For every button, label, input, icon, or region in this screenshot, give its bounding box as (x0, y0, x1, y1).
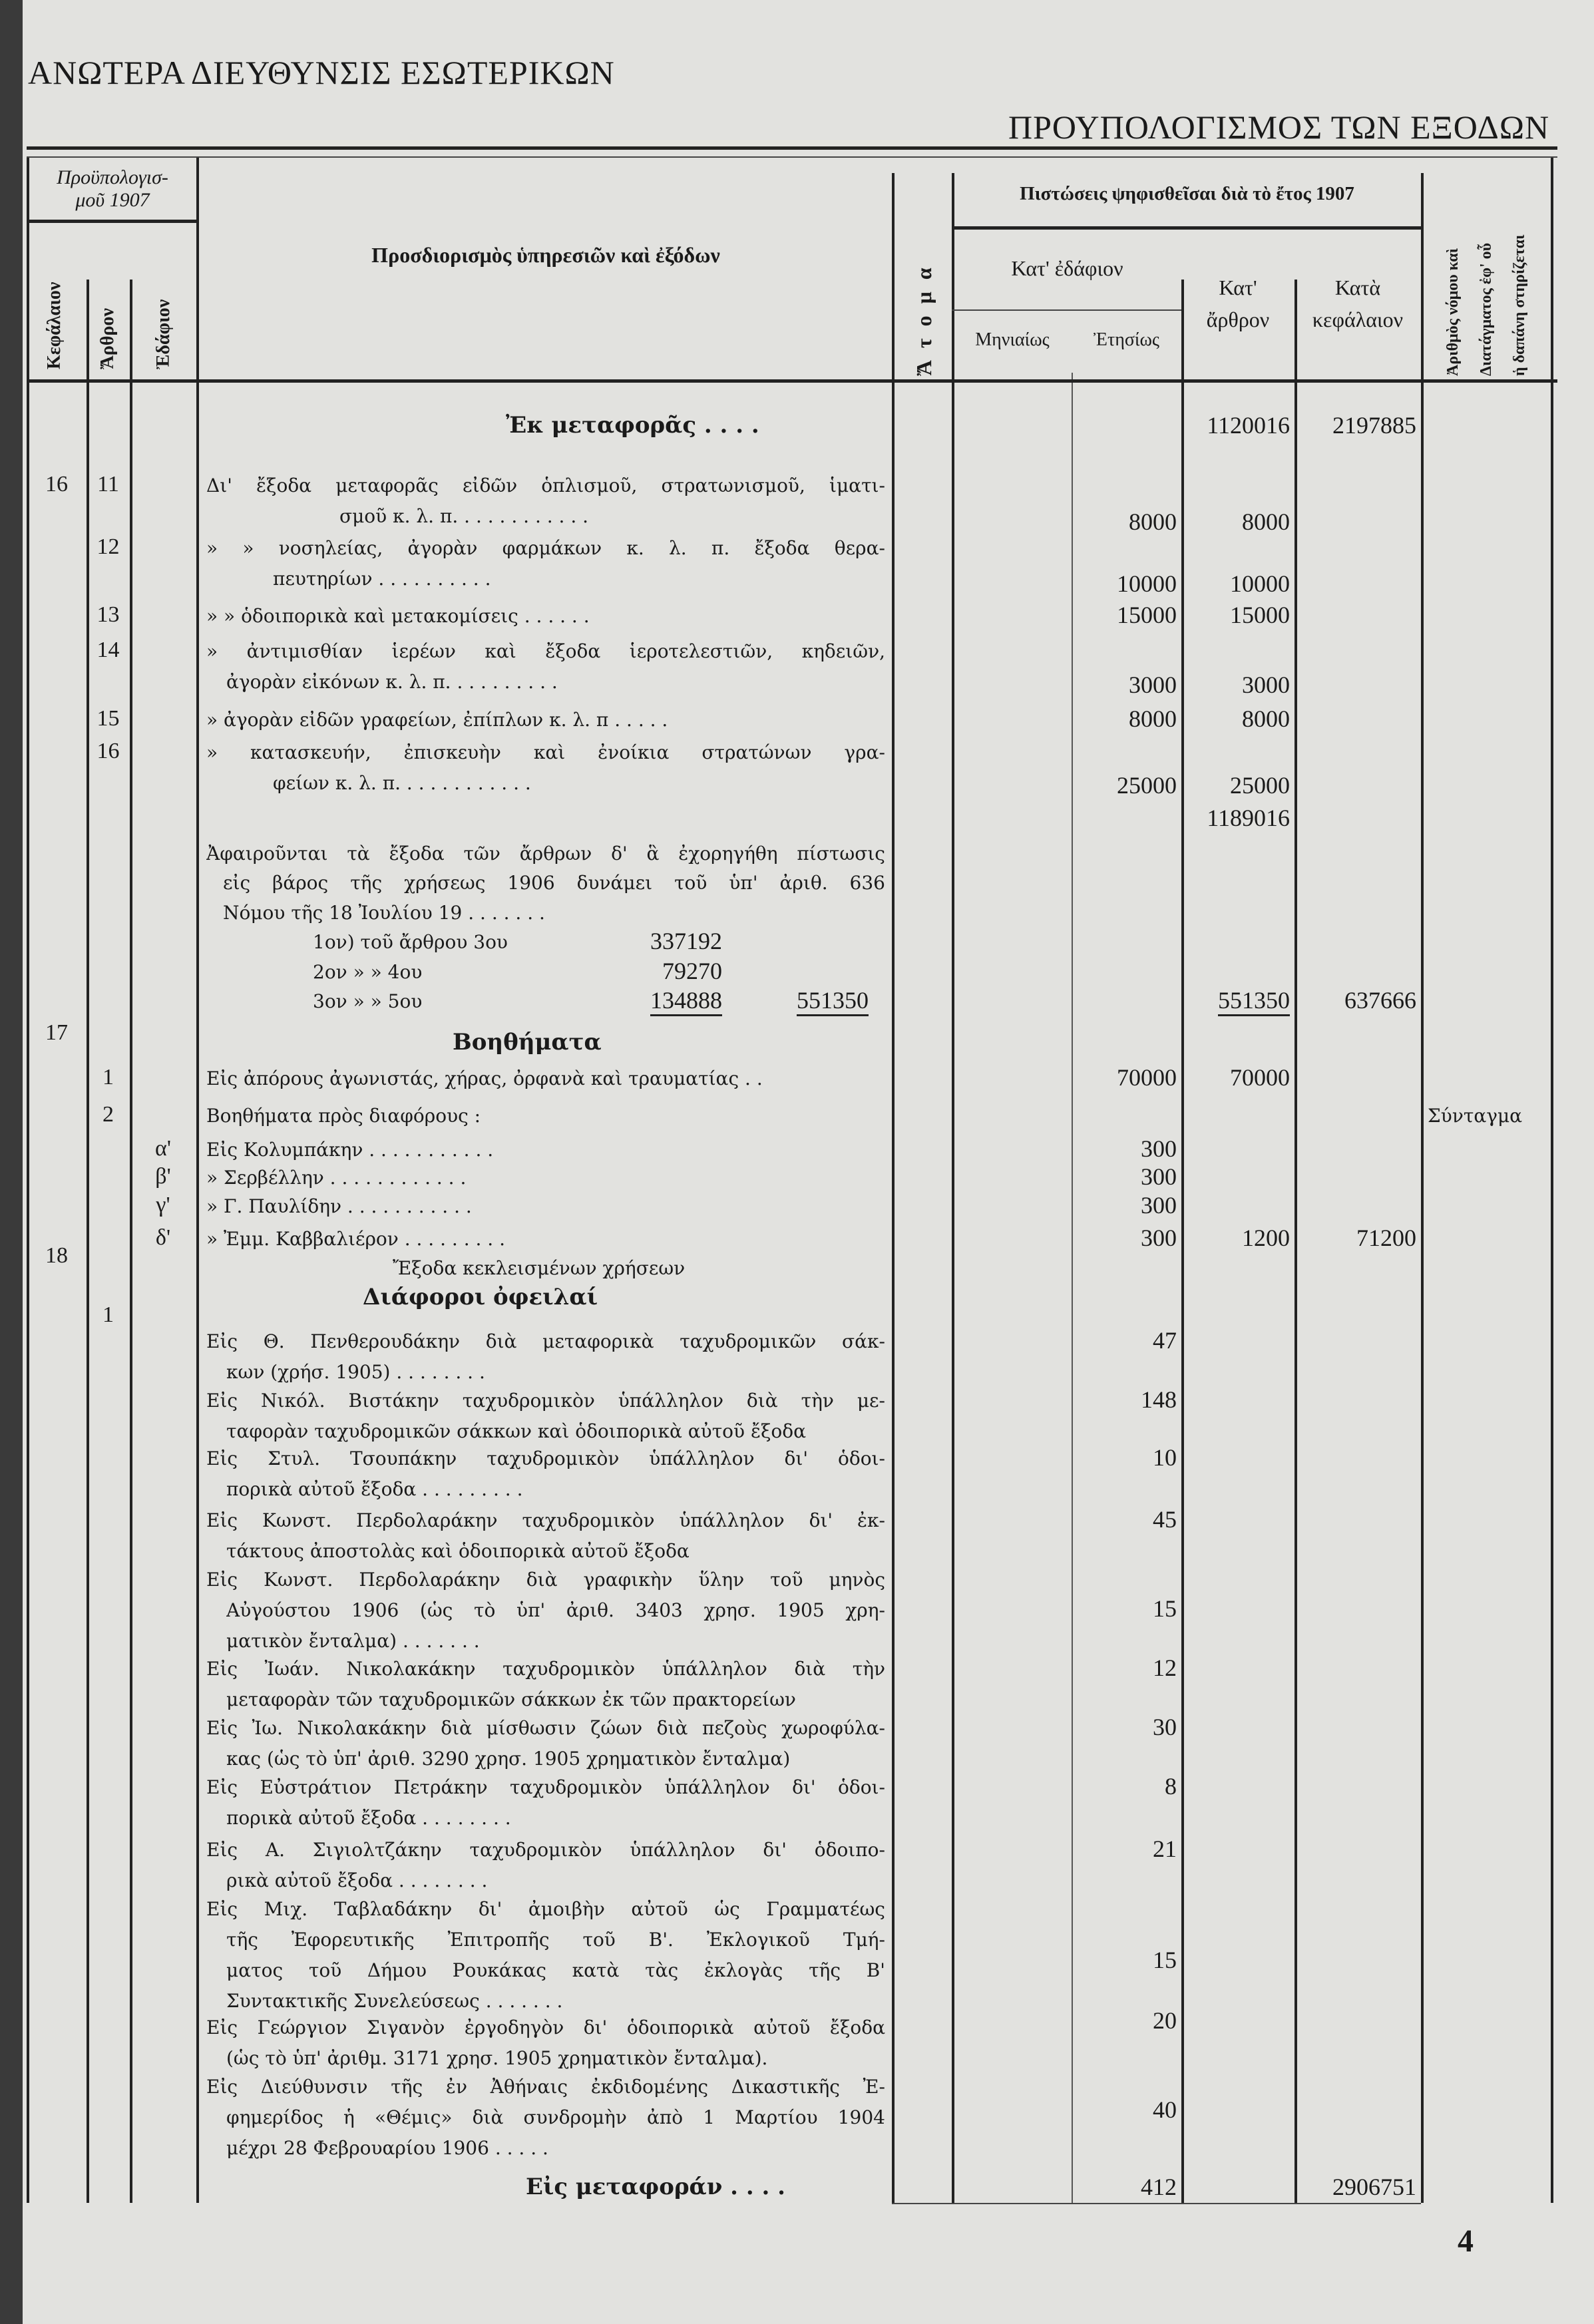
page-number: 4 (1458, 2224, 1474, 2259)
deduction-item-amount: 134888 (650, 986, 722, 1016)
deduction-item-label: 2ον » » 4ου (313, 960, 423, 983)
description-line: σμοῦ κ. λ. π. . . . . . . . . . . . (339, 504, 589, 527)
deduction-item-label: 3ον » » 5ου (313, 990, 423, 1013)
deduction-line: εἰς βάρος τῆς χρήσεως 1906 δυνάμει τοῦ ὑπ' ἀριθ. 636 (223, 872, 885, 894)
description-line: » ἀντιμισθίαν ἱερέων καὶ ἔξοδα ἱεροτελεστιῶν, κηδειῶν, (206, 640, 885, 663)
credits-header: Πιστώσεις ψηφισθεῖσαι διὰ τὸ ἔτος 1907 (1020, 183, 1354, 204)
chapter-number: 18 (45, 1243, 68, 1268)
description-line: Εἰς Στυλ. Τσουπάκην ταχυδρομικὸν ὑπάλληλον δι' ὁδοι- (206, 1447, 885, 1469)
carry-in-per-chapter: 2197885 (1332, 411, 1416, 439)
yearly-amount: 30 (1153, 1714, 1177, 1741)
per-article-amount: 10000 (1230, 570, 1290, 598)
description-line: Εἰς Ἰω. Νικολακάκην διὰ μίσθωσιν ζώων διὰ πεζοὺς χωροφύλα- (206, 1717, 885, 1740)
description-line: » Γ. Παυλίδην . . . . . . . . . . . (206, 1195, 472, 1217)
row-divider (27, 156, 1557, 158)
yearly-amount: 8 (1165, 1773, 1177, 1800)
yearly-amount: 300 (1141, 1191, 1177, 1219)
col-persons-header: Ἄτομα (912, 256, 936, 376)
description-line: » κατασκευήν, ἐπισκευὴν καὶ ἐνοίκια στρατώνων γρα- (206, 741, 885, 763)
article-number: 1 (102, 1065, 114, 1090)
carry-in-label: Ἐκ μεταφορᾶς . . . . (506, 412, 759, 439)
deduction-item-label: 1ον) τοῦ ἄρθρου 3ου (313, 931, 508, 954)
yearly-amount: 15000 (1117, 602, 1177, 629)
yearly-amount: 21 (1153, 1835, 1177, 1862)
deduction-per-chapter: 637666 (1344, 987, 1416, 1014)
col-paragraph-header: Ἐδάφιον (153, 299, 174, 369)
row-divider (27, 146, 1557, 150)
section-debts-title: Διάφοροι ὀφειλαί (363, 1284, 598, 1311)
description-line: ματος τοῦ Δήμου Ρουκάκας κατὰ τὰς ἐκλογὰς τῆς Β' (226, 1959, 885, 1981)
description-line: Αὐγούστου 1906 (ὡς τὸ ὑπ' ἀριθ. 3403 χρησ. 1905 χρη- (226, 1599, 885, 1622)
chapter-number: 16 (45, 471, 68, 496)
chapter-number: 17 (45, 1020, 68, 1046)
article-number: 12 (97, 534, 120, 559)
description-line: πορικὰ αὐτοῦ ἔξοδα . . . . . . . . (226, 1807, 511, 1830)
column-divider (196, 156, 199, 2203)
row-divider (27, 220, 196, 223)
description-line: Εἰς Μιχ. Ταβλαδάκην δι' ἀμοιβὴν αὐτοῦ ὡς Γραμματέως (206, 1897, 885, 1920)
paragraph-letter: α' (155, 1136, 171, 1161)
article-number: 11 (97, 471, 119, 496)
description-line: κας (ὡς τὸ ὑπ' ἀριθ. 3290 χρησ. 1905 χρηματικὸν ἔνταλμα) (226, 1748, 791, 1770)
deduction-per-article: 551350 (1218, 986, 1290, 1016)
description-line: μέχρι 28 Φεβρουαρίου 1906 . . . . . (226, 2137, 548, 2160)
row-divider (952, 309, 1181, 311)
department-title: ΑΝΩΤΕΡΑ ΔΙΕΥΘΥΝΣΙΣ ΕΣΩΤΕΡΙΚΩΝ (28, 54, 615, 91)
per-article-header (1181, 272, 1295, 335)
column-divider (1421, 173, 1424, 2203)
description-line: φείων κ. λ. π. . . . . . . . . . . . (273, 772, 531, 794)
budget-label-line2: μοῦ 1907 (75, 189, 150, 211)
law-header-line1: Ἀριθμὸς νόμου καὶ (1444, 248, 1462, 376)
deduction-line: Νόμου τῆς 18 Ἰουλίου 19 . . . . . . . (223, 901, 545, 924)
per-article-amount: 8000 (1242, 705, 1290, 732)
row-divider (952, 226, 1421, 230)
description-line: πευτηρίων . . . . . . . . . . (273, 567, 491, 590)
yearly-amount: 47 (1153, 1326, 1177, 1354)
description-line: κων (χρήσ. 1905) . . . . . . . . (226, 1360, 485, 1383)
budget-year-label (29, 166, 196, 212)
yearly-amount: 15 (1153, 1595, 1177, 1622)
yearly-amount: 300 (1141, 1135, 1177, 1163)
description-line: ταφορὰν ταχυδρομικῶν σάκκων καὶ ὁδοιπορικὰ αὐτοῦ ἔξοδα (226, 1420, 807, 1442)
column-divider (952, 173, 954, 2203)
article-number: 13 (97, 602, 120, 628)
paragraph-letter: β' (155, 1164, 171, 1189)
description-line: Δι' ἔξοδα μεταφορᾶς εἰδῶν ὁπλισμοῦ, στρατωνισμοῦ, ἱματι- (206, 474, 885, 496)
per-article-amount: 25000 (1230, 772, 1290, 799)
per-chapter-header (1295, 272, 1421, 335)
description-line: (ὡς τὸ ὑπ' ἀριθμ. 3171 χρησ. 1905 χρηματικὸν ἔνταλμα). (226, 2047, 768, 2070)
carry-in-per-article: 1120016 (1207, 411, 1290, 439)
per-article-amount: 8000 (1242, 508, 1290, 535)
yearly-amount: 70000 (1117, 1064, 1177, 1091)
law-header-line3: ἡ δαπάνη στηρίζεται (1511, 234, 1528, 376)
yearly-header: Ἐτησίως (1094, 329, 1159, 350)
column-divider (1295, 280, 1297, 2203)
section-closed-title: Ἔξοδα κεκλεισμένων χρήσεων (393, 1257, 686, 1280)
article-number: 15 (97, 705, 120, 731)
carry-out-label: Εἰς μεταφοράν . . . . (526, 2174, 786, 2201)
per-article-amount: 15000 (1230, 602, 1290, 629)
description-line: Εἰς ἀπόρους ἀγωνιστάς, χήρας, ὀρφανὰ καὶ τραυματίας . . (206, 1067, 763, 1090)
per-chapter-line2: κεφάλαιον (1312, 307, 1404, 331)
yearly-amount: 40 (1153, 2096, 1177, 2123)
row-divider (892, 2203, 1421, 2204)
description-line: Εἰς Διεύθυνσιν τῆς ἐν Ἀθήναις ἐκδιδομένης Δικαστικῆς Ἐ- (206, 2076, 885, 2098)
column-divider (27, 156, 29, 2203)
article-number: 16 (97, 739, 120, 763)
yearly-amount: 10 (1153, 1444, 1177, 1471)
article-number: 14 (97, 638, 120, 663)
paragraph-letter: δ' (155, 1225, 171, 1250)
yearly-amount: 3000 (1129, 671, 1177, 698)
column-divider (1551, 156, 1553, 2203)
per-article-amount: 3000 (1242, 671, 1290, 698)
monthly-header: Μηνιαίως (975, 329, 1050, 350)
description-line: Εἰς Θ. Πενθερουδάκην διὰ μεταφορικὰ ταχυδρομικῶν σάκ- (206, 1330, 885, 1352)
scan-edge (0, 0, 23, 2324)
yearly-amount: 12 (1153, 1654, 1177, 1681)
law-header-line2: Διατάγματος ἐφ' οὗ (1478, 242, 1495, 376)
description-line: μεταφορὰν τῶν ταχυδρομικῶν σάκκων ἐκ τῶν πρακτορείων (226, 1688, 796, 1710)
yearly-amount: 15 (1153, 1946, 1177, 1973)
yearly-amount: 8000 (1129, 508, 1177, 535)
yearly-amount: 20 (1153, 2007, 1177, 2034)
description-line: Εἰς Εὐστράτιον Πετράκην ταχυδρομικὸν ὑπάλληλον δι' ὁδοι- (206, 1776, 885, 1799)
article-number: 2 (102, 1101, 114, 1127)
section-aid-title: Βοηθήματα (453, 1029, 602, 1056)
description-line: Εἰς Νικόλ. Βιστάκην ταχυδρομικὸν ὑπάλληλον διὰ τὴν με- (206, 1389, 885, 1412)
description-line: Εἰς Κωνστ. Περδολαράκην διὰ γραφικὴν ὕλην τοῦ μηνὸς (206, 1569, 885, 1591)
budget-label-line1: Προϋπολογισ- (57, 166, 168, 188)
row-divider (27, 379, 1557, 383)
description-line: Εἰς Ἰωάν. Νικολακάκην ταχυδρομικὸν ὑπάλληλον διὰ τὴν (206, 1657, 885, 1680)
article-number: 1 (102, 1302, 114, 1327)
budget-title: ΠΡΟΥΠΟΛΟΓΙΣΜΟΣ ΤΩΝ ΕΞΟΔΩΝ (1008, 108, 1550, 146)
description-line: » » ὁδοιπορικὰ καὶ μετακομίσεις . . . . . . (206, 605, 590, 628)
description-line: » ἀγορὰν εἰδῶν γραφείων, ἐπίπλων κ. λ. π . . . . . (206, 708, 668, 731)
col-description-header: Προσδιορισμὸς ὑπηρεσιῶν καὶ ἐξόδων (371, 243, 720, 267)
description-line: » Ἐμμ. Καββαλιέρον . . . . . . . . . (206, 1227, 505, 1250)
per-article-line2: ἄρθρον (1206, 307, 1270, 331)
per-chapter-line1: Κατὰ (1334, 276, 1381, 299)
col-article-header: Ἄρθρον (97, 308, 118, 369)
description-line: τάκτους ἀποστολὰς καὶ ὁδοιπορικὰ αὐτοῦ ἔξοδα (226, 1540, 690, 1563)
yearly-amount: 45 (1153, 1506, 1177, 1533)
per-paragraph-header: Κατ' ἐδάφιον (1011, 256, 1123, 280)
yearly-amount: 8000 (1129, 705, 1177, 732)
yearly-amount: 300 (1141, 1224, 1177, 1251)
deduction-sum: 551350 (797, 986, 869, 1016)
description-line: ἀγορὰν εἰκόνων κ. λ. π. . . . . . . . . . (226, 671, 558, 693)
per-article-amount: 1200 (1242, 1224, 1290, 1251)
description-line: τῆς Ἐφορευτικῆς Ἐπιτροπῆς τοῦ Β'. Ἐκλογικοῦ Τμή- (226, 1928, 885, 1951)
law-reference: Σύνταγμα (1428, 1104, 1523, 1127)
carry-out-per-chapter: 2906751 (1332, 2173, 1416, 2200)
col-chapter-header: Κεφάλαιον (44, 282, 65, 369)
column-divider (87, 280, 89, 2203)
deduction-item-amount: 79270 (662, 957, 722, 984)
per-article-line1: Κατ' (1219, 276, 1257, 299)
per-article-amount: 70000 (1230, 1064, 1290, 1091)
yearly-amount: 25000 (1117, 772, 1177, 799)
paragraph-letter: γ' (156, 1192, 170, 1217)
per-chapter-amount: 71200 (1356, 1224, 1416, 1251)
deduction-item-amount: 337192 (650, 928, 722, 955)
description-line: Εἰς Α. Σιγιολτζάκην ταχυδρομικὸν ὑπάλληλον δι' ὁδοιπο- (206, 1838, 885, 1861)
yearly-amount: 10000 (1117, 570, 1177, 598)
description-line: Εἰς Κωνστ. Περδολαράκην ταχυδρομικὸν ὑπάλληλον δι' ἐκ- (206, 1509, 885, 1532)
description-line: Βοηθήματα πρὸς διαφόρους : (206, 1104, 481, 1127)
description-line: Εἰς Κολυμπάκην . . . . . . . . . . . (206, 1139, 494, 1161)
carry-out-yearly: 412 (1141, 2173, 1177, 2200)
column-divider (1181, 280, 1184, 2203)
description-line: Εἰς Γεώργιον Σιγανὸν ἐργοδηγὸν δι' ὁδοιπορικὰ αὐτοῦ ἔξοδα (206, 2017, 885, 2039)
column-divider (892, 173, 895, 2203)
description-line: ρικὰ αὐτοῦ ἔξοδα . . . . . . . . (226, 1869, 488, 1891)
yearly-amount: 148 (1141, 1386, 1177, 1413)
description-line: Συντακτικῆς Συνελεύσεως . . . . . . . (226, 1989, 563, 2012)
yearly-amount: 300 (1141, 1163, 1177, 1191)
description-line: » » νοσηλείας, ἀγορὰν φαρμάκων κ. λ. π. ἔξοδα θερα- (206, 536, 885, 559)
description-line: πορικὰ αὐτοῦ ἔξοδα . . . . . . . . . (226, 1477, 523, 1500)
subtotal-per-article: 1189016 (1207, 805, 1290, 832)
description-line: » Σερβέλλην . . . . . . . . . . . . (206, 1167, 467, 1189)
column-divider (1072, 373, 1073, 2203)
deduction-line: Ἀφαιροῦνται τὰ ἔξοδα τῶν ἄρθρων δ' ἃ ἐχορηγήθη πίστωσις (206, 842, 885, 865)
description-line: ματικὸν ἔνταλμα) . . . . . . . (226, 1630, 480, 1652)
description-line: φημερίδος ἡ «Θέμις» διὰ συνδρομὴν ἀπὸ 1 Μαρτίου 1904 (226, 2106, 885, 2129)
